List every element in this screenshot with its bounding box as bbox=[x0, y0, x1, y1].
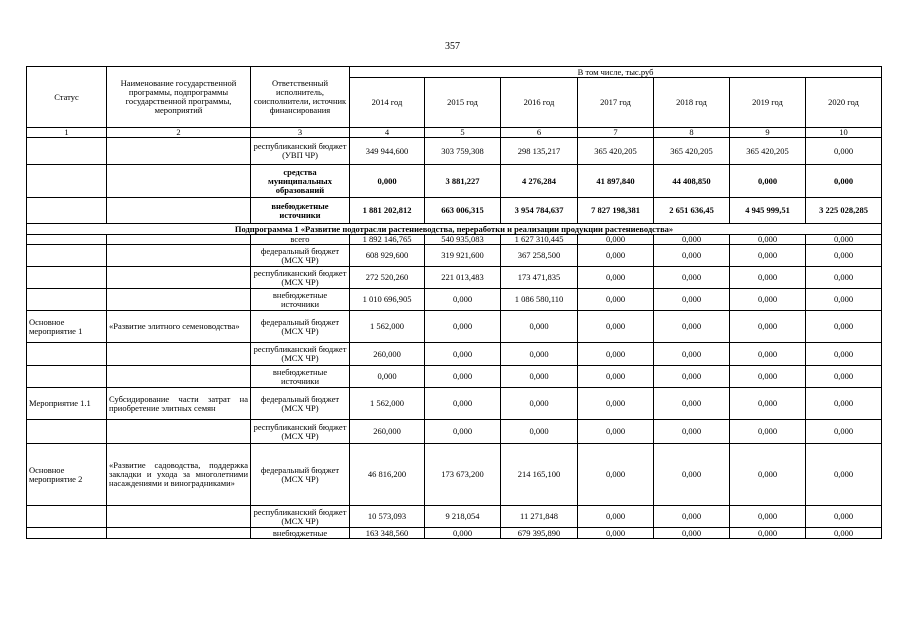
row-value: 0,000 bbox=[578, 444, 654, 506]
table-row bbox=[27, 198, 882, 224]
row-value: 0,000 bbox=[730, 343, 806, 366]
row-value: 0,000 bbox=[654, 506, 730, 528]
row-value: 0,000 bbox=[654, 420, 730, 444]
row-value: 260,000 bbox=[350, 420, 425, 444]
header-year: 2014 год bbox=[350, 78, 425, 128]
row-value: 0,000 bbox=[730, 528, 806, 539]
row-source: всего bbox=[251, 235, 350, 245]
column-number: 8 bbox=[654, 128, 730, 138]
table-row bbox=[27, 528, 882, 539]
row-value: 173 673,200 bbox=[425, 444, 501, 506]
table-row bbox=[27, 444, 882, 506]
row-value: 0,000 bbox=[501, 311, 578, 343]
table-row bbox=[27, 267, 882, 289]
row-value: 0,000 bbox=[654, 366, 730, 388]
row-value: 41 897,840 bbox=[578, 165, 654, 198]
budget-table bbox=[26, 66, 882, 539]
row-value: 0,000 bbox=[425, 343, 501, 366]
table-row bbox=[27, 343, 882, 366]
row-value: 10 573,093 bbox=[350, 506, 425, 528]
row-source: республиканский бюджет (МСХ ЧР) bbox=[251, 267, 350, 289]
subprogram-row bbox=[27, 224, 882, 235]
row-value: 0,000 bbox=[730, 267, 806, 289]
row-status bbox=[27, 245, 107, 267]
column-number: 1 bbox=[27, 128, 107, 138]
row-value: 0,000 bbox=[806, 311, 882, 343]
header-name: Наименование государственной программы, подпрограммы государственной программы, мероприятий bbox=[107, 67, 251, 128]
header-year: 2020 год bbox=[806, 78, 882, 128]
row-value: 3 225 028,285 bbox=[806, 198, 882, 224]
table-row bbox=[27, 366, 882, 388]
row-value: 1 562,000 bbox=[350, 311, 425, 343]
table-row bbox=[27, 235, 882, 245]
row-value: 4 276,284 bbox=[501, 165, 578, 198]
header-year: 2017 год bbox=[578, 78, 654, 128]
row-source: республиканский бюджет (УВП ЧР) bbox=[251, 138, 350, 165]
row-value: 0,000 bbox=[730, 444, 806, 506]
row-value: 1 010 696,905 bbox=[350, 289, 425, 311]
row-source: средства муниципальных образований bbox=[251, 165, 350, 198]
row-value: 0,000 bbox=[806, 366, 882, 388]
row-name bbox=[107, 420, 251, 444]
row-value: 0,000 bbox=[501, 388, 578, 420]
column-number-row bbox=[27, 128, 882, 138]
table-row bbox=[27, 289, 882, 311]
header-responsible: Ответственный исполнитель, соисполнители, источник финансирования bbox=[251, 67, 350, 128]
row-value: 0,000 bbox=[425, 289, 501, 311]
row-value: 0,000 bbox=[578, 311, 654, 343]
row-value: 679 395,890 bbox=[501, 528, 578, 539]
row-value: 1 562,000 bbox=[350, 388, 425, 420]
column-number: 5 bbox=[425, 128, 501, 138]
row-value: 46 816,200 bbox=[350, 444, 425, 506]
row-value: 0,000 bbox=[654, 289, 730, 311]
row-value: 7 827 198,381 bbox=[578, 198, 654, 224]
header-year: 2019 год bbox=[730, 78, 806, 128]
table-row bbox=[27, 420, 882, 444]
column-number: 7 bbox=[578, 128, 654, 138]
column-number: 2 bbox=[107, 128, 251, 138]
row-value: 11 271,848 bbox=[501, 506, 578, 528]
row-value: 0,000 bbox=[425, 420, 501, 444]
row-value: 0,000 bbox=[654, 235, 730, 245]
row-value: 0,000 bbox=[578, 366, 654, 388]
row-value: 221 013,483 bbox=[425, 267, 501, 289]
table-row bbox=[27, 388, 882, 420]
row-name bbox=[107, 343, 251, 366]
row-value: 44 408,850 bbox=[654, 165, 730, 198]
row-value: 0,000 bbox=[578, 245, 654, 267]
row-name: Субсидирование части затрат на приобретение элитных семян bbox=[107, 388, 251, 420]
row-value: 0,000 bbox=[730, 311, 806, 343]
header-status: Статус bbox=[27, 67, 107, 128]
row-value: 0,000 bbox=[806, 138, 882, 165]
row-name bbox=[107, 366, 251, 388]
row-value: 0,000 bbox=[806, 165, 882, 198]
row-source: внебюджетные источники bbox=[251, 289, 350, 311]
row-name bbox=[107, 138, 251, 165]
table-row bbox=[27, 311, 882, 343]
row-value: 0,000 bbox=[654, 343, 730, 366]
header-year: 2016 год bbox=[501, 78, 578, 128]
page-number: 357 bbox=[445, 41, 460, 52]
row-value: 663 006,315 bbox=[425, 198, 501, 224]
row-source: федеральный бюджет (МСХ ЧР) bbox=[251, 311, 350, 343]
row-value: 0,000 bbox=[578, 267, 654, 289]
column-number: 10 bbox=[806, 128, 882, 138]
row-status: Мероприятие 1.1 bbox=[27, 388, 107, 420]
row-value: 1 881 202,812 bbox=[350, 198, 425, 224]
row-value: 367 258,500 bbox=[501, 245, 578, 267]
row-value: 0,000 bbox=[501, 343, 578, 366]
header-year: 2018 год bbox=[654, 78, 730, 128]
column-number: 6 bbox=[501, 128, 578, 138]
row-value: 272 520,260 bbox=[350, 267, 425, 289]
row-value: 319 921,600 bbox=[425, 245, 501, 267]
row-value: 365 420,205 bbox=[730, 138, 806, 165]
column-number: 9 bbox=[730, 128, 806, 138]
row-value: 0,000 bbox=[806, 388, 882, 420]
row-value: 0,000 bbox=[730, 388, 806, 420]
row-value: 0,000 bbox=[578, 420, 654, 444]
table-row bbox=[27, 138, 882, 165]
row-value: 0,000 bbox=[730, 165, 806, 198]
row-status: Основное мероприятие 1 bbox=[27, 311, 107, 343]
row-source: республиканский бюджет (МСХ ЧР) bbox=[251, 506, 350, 528]
header-group: В том числе, тыс.руб bbox=[350, 67, 882, 78]
row-value: 4 945 999,51 bbox=[730, 198, 806, 224]
row-source: внебюджетные источники bbox=[251, 366, 350, 388]
row-value: 0,000 bbox=[425, 528, 501, 539]
row-source: федеральный бюджет (МСХ ЧР) bbox=[251, 444, 350, 506]
row-value: 0,000 bbox=[806, 245, 882, 267]
row-value: 0,000 bbox=[350, 165, 425, 198]
row-status bbox=[27, 343, 107, 366]
row-value: 303 759,308 bbox=[425, 138, 501, 165]
table-row bbox=[27, 165, 882, 198]
row-value: 0,000 bbox=[806, 528, 882, 539]
row-name: «Развитие элитного семеноводства» bbox=[107, 311, 251, 343]
row-status bbox=[27, 528, 107, 539]
row-name bbox=[107, 198, 251, 224]
row-value: 163 348,560 bbox=[350, 528, 425, 539]
row-value: 608 929,600 bbox=[350, 245, 425, 267]
row-status bbox=[27, 165, 107, 198]
row-value: 0,000 bbox=[578, 528, 654, 539]
column-number: 4 bbox=[350, 128, 425, 138]
subprogram-title: Подпрограмма 1 «Развитие подотрасли растениеводства, переработки и реализации продукции растениеводства» bbox=[27, 224, 882, 235]
row-value: 0,000 bbox=[501, 420, 578, 444]
row-source: федеральный бюджет (МСХ ЧР) bbox=[251, 245, 350, 267]
row-value: 365 420,205 bbox=[578, 138, 654, 165]
row-value: 0,000 bbox=[654, 267, 730, 289]
row-value: 0,000 bbox=[806, 444, 882, 506]
row-source: республиканский бюджет (МСХ ЧР) bbox=[251, 343, 350, 366]
row-name bbox=[107, 289, 251, 311]
row-value: 0,000 bbox=[578, 289, 654, 311]
row-value: 365 420,205 bbox=[654, 138, 730, 165]
row-value: 2 651 636,45 bbox=[654, 198, 730, 224]
row-value: 173 471,835 bbox=[501, 267, 578, 289]
row-status bbox=[27, 366, 107, 388]
row-value: 0,000 bbox=[578, 388, 654, 420]
row-value: 0,000 bbox=[806, 343, 882, 366]
row-value: 0,000 bbox=[425, 366, 501, 388]
row-status: Основное мероприятие 2 bbox=[27, 444, 107, 506]
row-value: 260,000 bbox=[350, 343, 425, 366]
row-status bbox=[27, 289, 107, 311]
row-value: 0,000 bbox=[806, 420, 882, 444]
header-row-top bbox=[27, 67, 882, 78]
row-status bbox=[27, 235, 107, 245]
row-value: 9 218,054 bbox=[425, 506, 501, 528]
row-name: «Развитие садоводства, поддержка закладки и ухода за многолетними насаждениями и виноградниками» bbox=[107, 444, 251, 506]
row-value: 0,000 bbox=[654, 245, 730, 267]
row-value: 0,000 bbox=[501, 366, 578, 388]
column-number: 3 bbox=[251, 128, 350, 138]
row-value: 1 086 580,110 bbox=[501, 289, 578, 311]
row-value: 0,000 bbox=[806, 506, 882, 528]
table-row bbox=[27, 506, 882, 528]
row-value: 1 892 146,765 bbox=[350, 235, 425, 245]
row-value: 0,000 bbox=[654, 388, 730, 420]
row-value: 0,000 bbox=[806, 267, 882, 289]
table-row bbox=[27, 245, 882, 267]
row-value: 0,000 bbox=[730, 245, 806, 267]
row-value: 0,000 bbox=[425, 388, 501, 420]
row-value: 0,000 bbox=[730, 235, 806, 245]
header-year: 2015 год bbox=[425, 78, 501, 128]
row-name bbox=[107, 267, 251, 289]
row-value: 0,000 bbox=[425, 311, 501, 343]
row-value: 298 135,217 bbox=[501, 138, 578, 165]
row-value: 214 165,100 bbox=[501, 444, 578, 506]
row-name bbox=[107, 245, 251, 267]
row-source: федеральный бюджет (МСХ ЧР) bbox=[251, 388, 350, 420]
row-status bbox=[27, 506, 107, 528]
row-value: 0,000 bbox=[730, 289, 806, 311]
row-value: 0,000 bbox=[806, 235, 882, 245]
row-value: 0,000 bbox=[578, 506, 654, 528]
row-name bbox=[107, 235, 251, 245]
row-name bbox=[107, 165, 251, 198]
row-status bbox=[27, 198, 107, 224]
row-value: 0,000 bbox=[350, 366, 425, 388]
row-value: 0,000 bbox=[578, 235, 654, 245]
row-status bbox=[27, 420, 107, 444]
row-value: 1 627 310,445 bbox=[501, 235, 578, 245]
row-value: 349 944,600 bbox=[350, 138, 425, 165]
table-body bbox=[27, 67, 882, 539]
row-value: 0,000 bbox=[654, 528, 730, 539]
row-value: 0,000 bbox=[654, 444, 730, 506]
row-name bbox=[107, 506, 251, 528]
row-source: внебюджетные bbox=[251, 528, 350, 539]
row-value: 0,000 bbox=[578, 343, 654, 366]
row-value: 0,000 bbox=[730, 366, 806, 388]
row-value: 0,000 bbox=[730, 420, 806, 444]
row-source: республиканский бюджет (МСХ ЧР) bbox=[251, 420, 350, 444]
row-source: внебюджетные источники bbox=[251, 198, 350, 224]
row-status bbox=[27, 267, 107, 289]
row-value: 0,000 bbox=[806, 289, 882, 311]
row-value: 3 954 784,637 bbox=[501, 198, 578, 224]
row-value: 540 935,083 bbox=[425, 235, 501, 245]
row-value: 0,000 bbox=[730, 506, 806, 528]
row-name bbox=[107, 528, 251, 539]
row-value: 3 881,227 bbox=[425, 165, 501, 198]
row-value: 0,000 bbox=[654, 311, 730, 343]
row-status bbox=[27, 138, 107, 165]
